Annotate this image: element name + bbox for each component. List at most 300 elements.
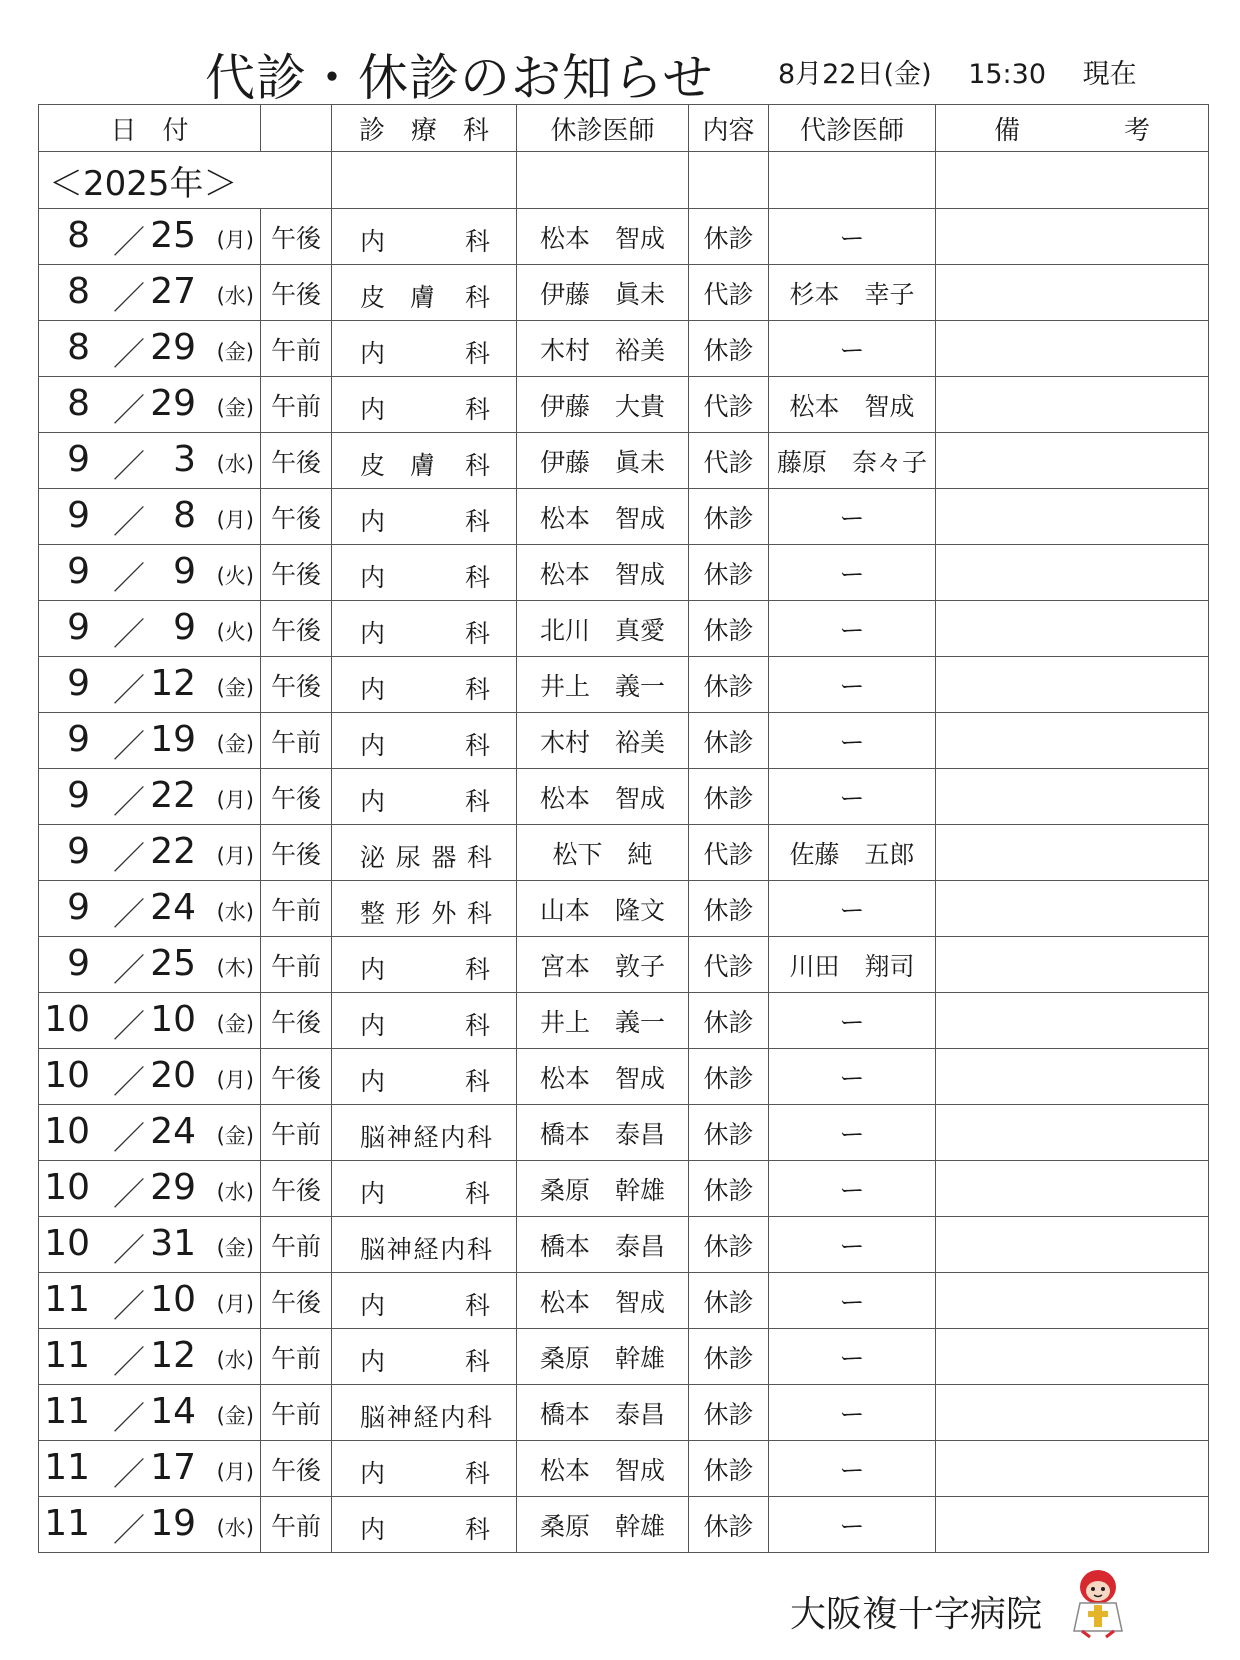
department-suffix: 科: [464, 619, 490, 648]
department-cell: [332, 1273, 517, 1329]
table-row: [39, 1441, 1209, 1497]
as-of-date: 8月22日(金): [778, 59, 932, 90]
department-cell: [332, 1161, 517, 1217]
absent-doctor-cell: 橋本 泰昌: [517, 1385, 689, 1441]
substitute-doctor-cell: 藤原 奈々子: [769, 433, 936, 489]
weekday: (水): [216, 284, 254, 308]
weekday: (金): [216, 1012, 254, 1036]
month: 8: [67, 327, 90, 368]
department-suffix: 科: [464, 675, 490, 704]
weekday: (金): [216, 1236, 254, 1260]
remarks-cell: [936, 1497, 1209, 1553]
date-slash: ／: [113, 1119, 146, 1157]
department-name: 内: [360, 1291, 386, 1320]
table-row: [39, 937, 1209, 993]
period-cell: 午後: [261, 433, 332, 489]
substitute-doctor-cell: ー: [769, 713, 936, 769]
substitute-doctor-cell: ー: [769, 657, 936, 713]
period-cell: 午前: [261, 377, 332, 433]
department-name: 内: [360, 563, 386, 592]
absent-doctor-cell: 桑原 幹雄: [517, 1329, 689, 1385]
date-cell: [39, 1105, 261, 1161]
day: 10: [150, 999, 196, 1040]
status-cell: 休診: [689, 545, 769, 601]
department-suffix: 科: [464, 1515, 490, 1544]
day: 17: [150, 1447, 196, 1488]
weekday: (金): [216, 396, 254, 420]
department-name: 内: [360, 1179, 386, 1208]
remarks-cell: [936, 1273, 1209, 1329]
remarks-cell: [936, 489, 1209, 545]
date-cell: [39, 1049, 261, 1105]
header-remarks: 備 考: [936, 105, 1209, 152]
absent-doctor-cell: 井上 義一: [517, 993, 689, 1049]
substitute-doctor-cell: ー: [769, 321, 936, 377]
date-slash: ／: [113, 615, 146, 653]
date-slash: ／: [113, 783, 146, 821]
day: 27: [150, 271, 196, 312]
substitute-doctor-cell: ー: [769, 993, 936, 1049]
department-cell: [332, 1049, 517, 1105]
date-slash: ／: [113, 279, 146, 317]
day: 19: [150, 719, 196, 760]
period-cell: 午後: [261, 545, 332, 601]
date-cell: [39, 321, 261, 377]
absent-doctor-cell: 宮本 敦子: [517, 937, 689, 993]
month: 10: [44, 1167, 90, 1208]
day: 24: [150, 887, 196, 928]
substitute-doctor-cell: ー: [769, 1273, 936, 1329]
absent-doctor-cell: 橋本 泰昌: [517, 1105, 689, 1161]
absent-doctor-cell: 松本 智成: [517, 545, 689, 601]
status-cell: 休診: [689, 769, 769, 825]
month: 10: [44, 1055, 90, 1096]
remarks-cell: [936, 321, 1209, 377]
period-cell: 午後: [261, 1049, 332, 1105]
date-cell: [39, 489, 261, 545]
header-row: [39, 105, 1209, 152]
department-cell: [332, 377, 517, 433]
department-cell: [332, 881, 517, 937]
year-label: ＜2025年＞: [39, 152, 332, 209]
date-slash: ／: [113, 1343, 146, 1381]
status-cell: 代診: [689, 825, 769, 881]
table-row: [39, 321, 1209, 377]
month: 9: [67, 439, 90, 480]
department-name: 内: [360, 339, 386, 368]
status-cell: 休診: [689, 1105, 769, 1161]
status-cell: 代診: [689, 265, 769, 321]
department-cell: [332, 601, 517, 657]
date-cell: [39, 545, 261, 601]
department-name: 脳神経内科: [360, 1235, 492, 1264]
department-name: 内: [360, 507, 386, 536]
weekday: (水): [216, 1180, 254, 1204]
substitute-doctor-cell: 杉本 幸子: [769, 265, 936, 321]
weekday: (月): [216, 228, 254, 252]
table-row: [39, 489, 1209, 545]
weekday: (水): [216, 1516, 254, 1540]
day: 25: [150, 215, 196, 256]
department-cell: [332, 1385, 517, 1441]
month: 11: [44, 1447, 90, 1488]
period-cell: 午後: [261, 265, 332, 321]
table-row: [39, 1105, 1209, 1161]
absent-doctor-cell: 伊藤 大貴: [517, 377, 689, 433]
department-suffix: 科: [464, 787, 490, 816]
substitute-doctor-cell: ー: [769, 1161, 936, 1217]
department-suffix: 科: [464, 1179, 490, 1208]
date-cell: [39, 1441, 261, 1497]
remarks-cell: [936, 545, 1209, 601]
month: 8: [67, 271, 90, 312]
month: 9: [67, 943, 90, 984]
substitute-doctor-cell: ー: [769, 769, 936, 825]
status-cell: 休診: [689, 489, 769, 545]
department-suffix: 科: [464, 731, 490, 760]
table-row: [39, 601, 1209, 657]
department-name: 内: [360, 675, 386, 704]
department-suffix: 科: [464, 1011, 490, 1040]
period-cell: 午前: [261, 1497, 332, 1553]
status-cell: 休診: [689, 1497, 769, 1553]
date-slash: ／: [113, 447, 146, 485]
department-cell: [332, 433, 517, 489]
month: 9: [67, 719, 90, 760]
period-cell: 午前: [261, 881, 332, 937]
remarks-cell: [936, 825, 1209, 881]
period-cell: 午前: [261, 713, 332, 769]
date-cell: [39, 433, 261, 489]
date-cell: [39, 1273, 261, 1329]
department-name: 内: [360, 1067, 386, 1096]
status-cell: 休診: [689, 1049, 769, 1105]
date-cell: [39, 209, 261, 265]
substitute-doctor-cell: ー: [769, 1217, 936, 1273]
department-cell: [332, 489, 517, 545]
department-cell: [332, 1329, 517, 1385]
day: 29: [150, 1167, 196, 1208]
status-cell: 休診: [689, 1273, 769, 1329]
absent-doctor-cell: 松本 智成: [517, 209, 689, 265]
period-cell: 午後: [261, 601, 332, 657]
date-slash: ／: [113, 1287, 146, 1325]
substitute-doctor-cell: ー: [769, 1497, 936, 1553]
status-cell: 休診: [689, 321, 769, 377]
day: 12: [150, 663, 196, 704]
table-row: [39, 1161, 1209, 1217]
date-cell: [39, 657, 261, 713]
remarks-cell: [936, 657, 1209, 713]
day: 9: [173, 551, 196, 592]
department-cell: [332, 769, 517, 825]
substitute-doctor-cell: 松本 智成: [769, 377, 936, 433]
period-cell: 午後: [261, 1273, 332, 1329]
day: 29: [150, 327, 196, 368]
weekday: (月): [216, 508, 254, 532]
absent-doctor-cell: 井上 義一: [517, 657, 689, 713]
month: 9: [67, 663, 90, 704]
date-slash: ／: [113, 223, 146, 261]
month: 9: [67, 887, 90, 928]
day: 10: [150, 1279, 196, 1320]
department-cell: [332, 1105, 517, 1161]
weekday: (水): [216, 900, 254, 924]
as-of-label: 現在: [1082, 59, 1137, 90]
status-cell: 休診: [689, 1329, 769, 1385]
date-cell: [39, 1497, 261, 1553]
remarks-cell: [936, 713, 1209, 769]
department-name: 脳神経内科: [360, 1403, 492, 1432]
department-suffix: 科: [464, 227, 490, 256]
status-cell: 休診: [689, 1217, 769, 1273]
substitute-doctor-cell: ー: [769, 1441, 936, 1497]
table-row: [39, 657, 1209, 713]
substitute-doctor-cell: 佐藤 五郎: [769, 825, 936, 881]
absent-doctor-cell: 松本 智成: [517, 1441, 689, 1497]
substitute-doctor-cell: ー: [769, 1049, 936, 1105]
day: 24: [150, 1111, 196, 1152]
date-slash: ／: [113, 951, 146, 989]
remarks-cell: [936, 433, 1209, 489]
period-cell: 午前: [261, 321, 332, 377]
weekday: (月): [216, 788, 254, 812]
table-row: [39, 825, 1209, 881]
department-name: 内: [360, 1515, 386, 1544]
table-row: [39, 1385, 1209, 1441]
date-slash: ／: [113, 839, 146, 877]
header-period: [261, 105, 332, 152]
table-row: [39, 881, 1209, 937]
department-suffix: 科: [464, 283, 490, 312]
year-row: [39, 152, 1209, 209]
absent-doctor-cell: 木村 裕美: [517, 321, 689, 377]
status-cell: 代診: [689, 377, 769, 433]
department-cell: [332, 321, 517, 377]
remarks-cell: [936, 1105, 1209, 1161]
department-cell: [332, 713, 517, 769]
status-cell: 代診: [689, 433, 769, 489]
remarks-cell: [936, 209, 1209, 265]
date-slash: ／: [113, 559, 146, 597]
weekday: (水): [216, 1348, 254, 1372]
status-cell: 休診: [689, 713, 769, 769]
period-cell: 午後: [261, 209, 332, 265]
absent-doctor-cell: 松本 智成: [517, 489, 689, 545]
day: 9: [173, 607, 196, 648]
date-slash: ／: [113, 1007, 146, 1045]
remarks-cell: [936, 601, 1209, 657]
day: 3: [173, 439, 196, 480]
department-suffix: 科: [464, 451, 490, 480]
department-name: 内: [360, 731, 386, 760]
department-cell: [332, 1441, 517, 1497]
date-slash: ／: [113, 1455, 146, 1493]
absent-doctor-cell: 松本 智成: [517, 1273, 689, 1329]
date-slash: ／: [113, 895, 146, 933]
status-cell: 休診: [689, 209, 769, 265]
status-cell: 休診: [689, 657, 769, 713]
date-cell: [39, 769, 261, 825]
period-cell: 午後: [261, 489, 332, 545]
period-cell: 午後: [261, 657, 332, 713]
month: 9: [67, 495, 90, 536]
table-row: [39, 1049, 1209, 1105]
table-row: [39, 1273, 1209, 1329]
department-name: 内: [360, 787, 386, 816]
absent-doctor-cell: 松本 智成: [517, 769, 689, 825]
date-slash: ／: [113, 1063, 146, 1101]
day: 20: [150, 1055, 196, 1096]
status-cell: 休診: [689, 601, 769, 657]
absent-doctor-cell: 山本 隆文: [517, 881, 689, 937]
day: 22: [150, 775, 196, 816]
substitute-doctor-cell: ー: [769, 1329, 936, 1385]
weekday: (月): [216, 1068, 254, 1092]
table-row: [39, 713, 1209, 769]
table-row: [39, 545, 1209, 601]
absent-doctor-cell: 橋本 泰昌: [517, 1217, 689, 1273]
day: 29: [150, 383, 196, 424]
absent-doctor-cell: 桑原 幹雄: [517, 1497, 689, 1553]
date-cell: [39, 937, 261, 993]
period-cell: 午前: [261, 1217, 332, 1273]
month: 9: [67, 607, 90, 648]
date-cell: [39, 265, 261, 321]
period-cell: 午後: [261, 1161, 332, 1217]
department-suffix: 科: [464, 955, 490, 984]
absent-doctor-cell: 北川 真愛: [517, 601, 689, 657]
department-cell: [332, 937, 517, 993]
table-row: [39, 993, 1209, 1049]
date-slash: ／: [113, 335, 146, 373]
remarks-cell: [936, 1441, 1209, 1497]
period-cell: 午後: [261, 769, 332, 825]
table-row: [39, 769, 1209, 825]
substitute-doctor-cell: ー: [769, 1385, 936, 1441]
period-cell: 午前: [261, 1329, 332, 1385]
absent-doctor-cell: 伊藤 眞未: [517, 433, 689, 489]
date-cell: [39, 1385, 261, 1441]
date-slash: ／: [113, 727, 146, 765]
date-cell: [39, 1329, 261, 1385]
day: 8: [173, 495, 196, 536]
page-title: 代診・休診のお知らせ: [205, 49, 714, 107]
month: 10: [44, 999, 90, 1040]
header-substitute-doctor: 代診医師: [769, 105, 936, 152]
date-cell: [39, 881, 261, 937]
department-name: 内: [360, 227, 386, 256]
absent-doctor-cell: 伊藤 眞未: [517, 265, 689, 321]
period-cell: 午前: [261, 937, 332, 993]
header-absent-doctor: 休診医師: [517, 105, 689, 152]
department-suffix: 科: [464, 1459, 490, 1488]
hospital-name: 大阪複十字病院: [790, 1594, 1043, 1635]
remarks-cell: [936, 1049, 1209, 1105]
month: 9: [67, 775, 90, 816]
absent-doctor-cell: 桑原 幹雄: [517, 1161, 689, 1217]
remarks-cell: [936, 1385, 1209, 1441]
department-suffix: 科: [464, 1067, 490, 1096]
department-suffix: 科: [464, 1291, 490, 1320]
date-slash: ／: [113, 1175, 146, 1213]
month: 10: [44, 1111, 90, 1152]
substitute-doctor-cell: ー: [769, 489, 936, 545]
date-cell: [39, 1161, 261, 1217]
substitute-doctor-cell: 川田 翔司: [769, 937, 936, 993]
hospital-mascot-icon: [1068, 1565, 1128, 1639]
as-of-time: 15:30: [968, 59, 1047, 90]
day: 25: [150, 943, 196, 984]
remarks-cell: [936, 769, 1209, 825]
table-row: [39, 1329, 1209, 1385]
date-cell: [39, 601, 261, 657]
weekday: (金): [216, 340, 254, 364]
period-cell: 午後: [261, 1441, 332, 1497]
remarks-cell: [936, 377, 1209, 433]
status-cell: 休診: [689, 1385, 769, 1441]
department-cell: [332, 993, 517, 1049]
department-name: 内: [360, 1459, 386, 1488]
substitute-doctor-cell: ー: [769, 601, 936, 657]
date-cell: [39, 713, 261, 769]
weekday: (火): [216, 564, 254, 588]
remarks-cell: [936, 1217, 1209, 1273]
header-department: 診 療 科: [332, 105, 517, 152]
department-cell: [332, 825, 517, 881]
department-suffix: 科: [464, 563, 490, 592]
substitute-doctor-cell: ー: [769, 209, 936, 265]
month: 11: [44, 1391, 90, 1432]
remarks-cell: [936, 1329, 1209, 1385]
status-cell: 休診: [689, 1161, 769, 1217]
department-name: 内: [360, 955, 386, 984]
period-cell: 午前: [261, 1105, 332, 1161]
month: 8: [67, 215, 90, 256]
department-cell: [332, 1497, 517, 1553]
department-cell: [332, 265, 517, 321]
table-row: [39, 265, 1209, 321]
table-row: [39, 377, 1209, 433]
month: 11: [44, 1503, 90, 1544]
header-date: 日 付: [39, 105, 261, 152]
status-cell: 休診: [689, 881, 769, 937]
day: 14: [150, 1391, 196, 1432]
department-cell: [332, 545, 517, 601]
table-row: [39, 1217, 1209, 1273]
day: 22: [150, 831, 196, 872]
date-slash: ／: [113, 1231, 146, 1269]
department-cell: [332, 657, 517, 713]
department-suffix: 科: [464, 339, 490, 368]
remarks-cell: [936, 265, 1209, 321]
weekday: (金): [216, 1404, 254, 1428]
month: 9: [67, 831, 90, 872]
date-slash: ／: [113, 391, 146, 429]
day: 19: [150, 1503, 196, 1544]
date-cell: [39, 993, 261, 1049]
period-cell: 午後: [261, 825, 332, 881]
department-suffix: 科: [464, 395, 490, 424]
substitute-doctor-cell: ー: [769, 1105, 936, 1161]
status-cell: 代診: [689, 937, 769, 993]
remarks-cell: [936, 1161, 1209, 1217]
absent-doctor-cell: 松下 純: [517, 825, 689, 881]
department-name: 内: [360, 619, 386, 648]
department-name: 整形外科: [360, 899, 492, 928]
month: 10: [44, 1223, 90, 1264]
status-cell: 休診: [689, 1441, 769, 1497]
